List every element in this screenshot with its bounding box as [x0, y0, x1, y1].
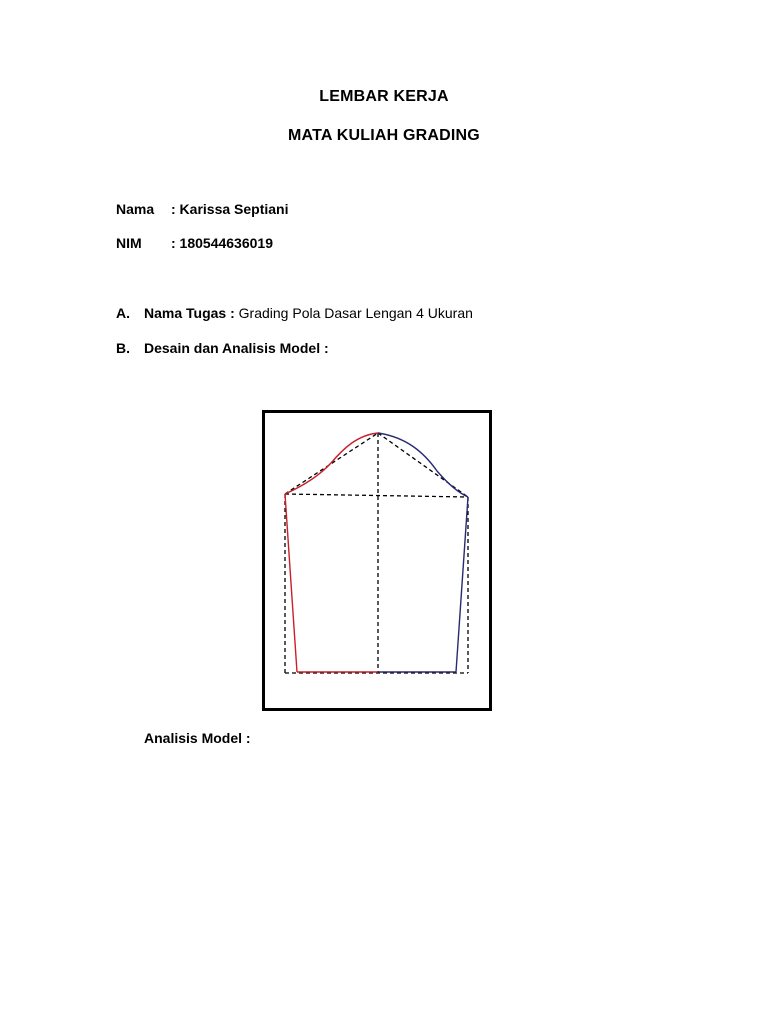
sleeve-pattern-figure — [262, 410, 492, 711]
student-name-value: : Karissa Septiani — [171, 201, 289, 217]
section-b-marker: B. — [116, 340, 130, 356]
section-a-label: Nama Tugas : — [144, 305, 235, 321]
student-name-label: Nama — [116, 201, 155, 217]
student-nim-value: : 180544636019 — [171, 235, 273, 251]
underarm-seam-back — [456, 497, 468, 672]
section-b — [116, 340, 329, 356]
student-name-row — [116, 201, 289, 217]
course-title: MATA KULIAH GRADING — [288, 127, 480, 144]
cap-guide-right — [378, 433, 468, 497]
underarm-seam-front — [285, 494, 297, 672]
sleeve-pattern-diagram — [265, 413, 489, 708]
student-nim-label: NIM — [116, 235, 142, 251]
section-a — [116, 305, 473, 321]
section-b-label: Desain dan Analisis Model : — [144, 340, 329, 356]
section-a-value: Grading Pola Dasar Lengan 4 Ukuran — [234, 305, 473, 321]
student-nim-row — [116, 235, 273, 251]
bicep-line — [285, 494, 468, 497]
analysis-label: Analisis Model : — [144, 730, 251, 746]
cap-guide-left — [285, 433, 378, 494]
document-title: LEMBAR KERJA — [319, 88, 449, 105]
section-a-marker: A. — [116, 305, 130, 321]
